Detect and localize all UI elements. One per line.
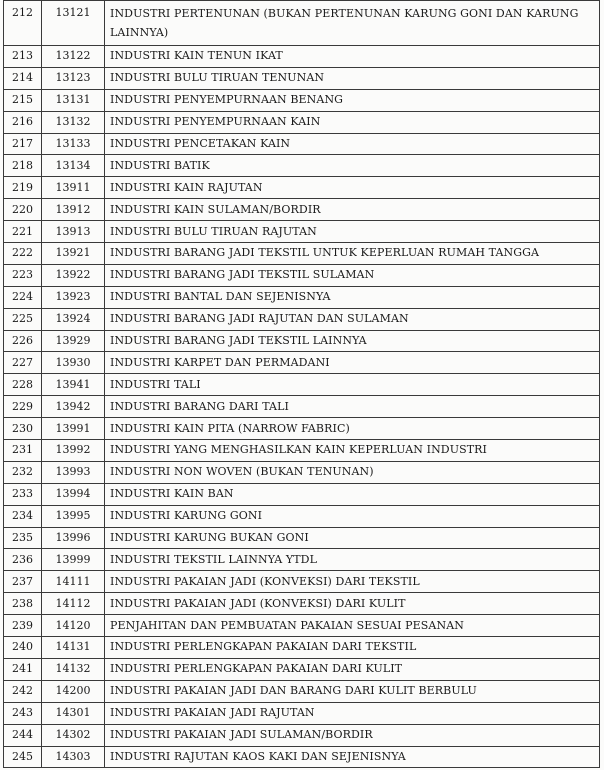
table-row [4, 1, 600, 46]
description-cell: INDUSTRI BATIK [105, 155, 600, 177]
table-row [4, 571, 600, 593]
row-number-cell: 236 [4, 549, 42, 571]
kbli-code-cell: 14301 [42, 702, 105, 724]
kbli-code-cell: 13942 [42, 396, 105, 418]
row-number-cell: 245 [4, 746, 42, 768]
table-row [4, 352, 600, 374]
table-row [4, 615, 600, 637]
table-row [4, 111, 600, 133]
table-row [4, 505, 600, 527]
description-cell: INDUSTRI KAIN BAN [105, 483, 600, 505]
kbli-code-cell: 13993 [42, 461, 105, 483]
row-number-cell: 225 [4, 308, 42, 330]
kbli-code-cell: 13133 [42, 133, 105, 155]
row-number-cell: 223 [4, 264, 42, 286]
row-number-cell: 215 [4, 89, 42, 111]
row-number-cell: 238 [4, 593, 42, 615]
kbli-code-cell: 13930 [42, 352, 105, 374]
description-cell: INDUSTRI PAKAIAN JADI RAJUTAN [105, 702, 600, 724]
table-row [4, 418, 600, 440]
kbli-code-cell: 13122 [42, 46, 105, 68]
kbli-code-cell: 13923 [42, 286, 105, 308]
description-cell: INDUSTRI KARPET DAN PERMADANI [105, 352, 600, 374]
kbli-code-cell: 14112 [42, 593, 105, 615]
kbli-code-cell: 14132 [42, 658, 105, 680]
row-number-cell: 221 [4, 221, 42, 243]
description-cell: INDUSTRI BARANG DARI TALI [105, 396, 600, 418]
kbli-code-cell: 13929 [42, 330, 105, 352]
table-row [4, 549, 600, 571]
description-cell: INDUSTRI KARUNG BUKAN GONI [105, 527, 600, 549]
description-cell: INDUSTRI PAKAIAN JADI (KONVEKSI) DARI KULIT [105, 593, 600, 615]
description-cell: INDUSTRI PENYEMPURNAAN BENANG [105, 89, 600, 111]
description-cell: INDUSTRI BARANG JADI RAJUTAN DAN SULAMAN [105, 308, 600, 330]
description-cell: INDUSTRI PAKAIAN JADI SULAMAN/BORDIR [105, 724, 600, 746]
table-row [4, 637, 600, 659]
table-row [4, 527, 600, 549]
kbli-table-body [4, 1, 600, 768]
table-row [4, 308, 600, 330]
description-cell: INDUSTRI PERLENGKAPAN PAKAIAN DARI KULIT [105, 658, 600, 680]
description-cell: INDUSTRI KAIN RAJUTAN [105, 177, 600, 199]
description-cell: PENJAHITAN DAN PEMBUATAN PAKAIAN SESUAI PESANAN [105, 615, 600, 637]
table-row [4, 658, 600, 680]
description-cell: INDUSTRI PAKAIAN JADI (KONVEKSI) DARI TEKSTIL [105, 571, 600, 593]
table-row [4, 133, 600, 155]
row-number-cell: 227 [4, 352, 42, 374]
description-cell: INDUSTRI NON WOVEN (BUKAN TENUNAN) [105, 461, 600, 483]
kbli-code-cell: 13911 [42, 177, 105, 199]
kbli-code-cell: 13913 [42, 221, 105, 243]
kbli-code-cell: 14200 [42, 680, 105, 702]
row-number-cell: 242 [4, 680, 42, 702]
table-row [4, 396, 600, 418]
description-cell: INDUSTRI KAIN TENUN IKAT [105, 46, 600, 68]
description-cell: INDUSTRI TALI [105, 374, 600, 396]
table-row [4, 155, 600, 177]
kbli-code-cell: 13996 [42, 527, 105, 549]
table-row [4, 330, 600, 352]
kbli-code-cell: 13999 [42, 549, 105, 571]
description-cell: INDUSTRI BARANG JADI TEKSTIL UNTUK KEPERLUAN RUMAH TANGGA [105, 243, 600, 265]
kbli-code-cell: 14303 [42, 746, 105, 768]
table-row [4, 483, 600, 505]
kbli-code-cell: 13134 [42, 155, 105, 177]
row-number-cell: 231 [4, 440, 42, 462]
table-row [4, 593, 600, 615]
table-row [4, 702, 600, 724]
row-number-cell: 239 [4, 615, 42, 637]
table-row [4, 724, 600, 746]
description-cell: INDUSTRI TEKSTIL LAINNYA YTDL [105, 549, 600, 571]
table-row [4, 243, 600, 265]
kbli-code-cell: 14302 [42, 724, 105, 746]
kbli-code-cell: 13921 [42, 243, 105, 265]
kbli-code-cell: 13123 [42, 67, 105, 89]
table-row [4, 440, 600, 462]
description-cell: INDUSTRI PAKAIAN JADI DAN BARANG DARI KULIT BERBULU [105, 680, 600, 702]
kbli-code-cell: 13912 [42, 199, 105, 221]
table-row [4, 680, 600, 702]
row-number-cell: 229 [4, 396, 42, 418]
row-number-cell: 214 [4, 67, 42, 89]
table-row [4, 177, 600, 199]
row-number-cell: 212 [4, 1, 42, 46]
description-cell: INDUSTRI BARANG JADI TEKSTIL SULAMAN [105, 264, 600, 286]
row-number-cell: 220 [4, 199, 42, 221]
description-cell: INDUSTRI BULU TIRUAN TENUNAN [105, 67, 600, 89]
kbli-code-cell: 13131 [42, 89, 105, 111]
description-cell: INDUSTRI BULU TIRUAN RAJUTAN [105, 221, 600, 243]
kbli-code-cell: 14120 [42, 615, 105, 637]
description-cell: INDUSTRI PENCETAKAN KAIN [105, 133, 600, 155]
description-cell: INDUSTRI BARANG JADI TEKSTIL LAINNYA [105, 330, 600, 352]
kbli-code-cell: 13994 [42, 483, 105, 505]
kbli-code-cell: 14111 [42, 571, 105, 593]
description-cell: INDUSTRI KAIN PITA (NARROW FABRIC) [105, 418, 600, 440]
table-row [4, 199, 600, 221]
row-number-cell: 219 [4, 177, 42, 199]
table-row [4, 67, 600, 89]
description-cell: INDUSTRI PENYEMPURNAAN KAIN [105, 111, 600, 133]
description-cell: INDUSTRI PERTENUNAN (BUKAN PERTENUNAN KARUNG GONI DAN KARUNG LAINNYA) [105, 1, 600, 46]
row-number-cell: 237 [4, 571, 42, 593]
row-number-cell: 216 [4, 111, 42, 133]
kbli-code-cell: 13992 [42, 440, 105, 462]
table-row [4, 46, 600, 68]
row-number-cell: 235 [4, 527, 42, 549]
kbli-code-cell: 14131 [42, 637, 105, 659]
row-number-cell: 218 [4, 155, 42, 177]
table-row [4, 221, 600, 243]
row-number-cell: 228 [4, 374, 42, 396]
kbli-code-cell: 13941 [42, 374, 105, 396]
description-cell: INDUSTRI KAIN SULAMAN/BORDIR [105, 199, 600, 221]
description-cell: INDUSTRI BANTAL DAN SEJENISNYA [105, 286, 600, 308]
kbli-code-cell: 13121 [42, 1, 105, 46]
kbli-table [3, 0, 600, 768]
row-number-cell: 233 [4, 483, 42, 505]
table-row [4, 286, 600, 308]
table-row [4, 89, 600, 111]
description-cell: INDUSTRI PERLENGKAPAN PAKAIAN DARI TEKSTIL [105, 637, 600, 659]
description-cell: INDUSTRI RAJUTAN KAOS KAKI DAN SEJENISNYA [105, 746, 600, 768]
row-number-cell: 234 [4, 505, 42, 527]
kbli-code-cell: 13991 [42, 418, 105, 440]
table-row [4, 746, 600, 768]
row-number-cell: 241 [4, 658, 42, 680]
row-number-cell: 243 [4, 702, 42, 724]
description-cell: INDUSTRI YANG MENGHASILKAN KAIN KEPERLUAN INDUSTRI [105, 440, 600, 462]
kbli-code-cell: 13922 [42, 264, 105, 286]
row-number-cell: 232 [4, 461, 42, 483]
kbli-code-cell: 13924 [42, 308, 105, 330]
kbli-code-cell: 13132 [42, 111, 105, 133]
table-row [4, 461, 600, 483]
kbli-code-cell: 13995 [42, 505, 105, 527]
row-number-cell: 226 [4, 330, 42, 352]
row-number-cell: 224 [4, 286, 42, 308]
row-number-cell: 240 [4, 637, 42, 659]
table-row [4, 374, 600, 396]
row-number-cell: 217 [4, 133, 42, 155]
row-number-cell: 230 [4, 418, 42, 440]
description-cell: INDUSTRI KARUNG GONI [105, 505, 600, 527]
table-row [4, 264, 600, 286]
row-number-cell: 213 [4, 46, 42, 68]
row-number-cell: 222 [4, 243, 42, 265]
row-number-cell: 244 [4, 724, 42, 746]
